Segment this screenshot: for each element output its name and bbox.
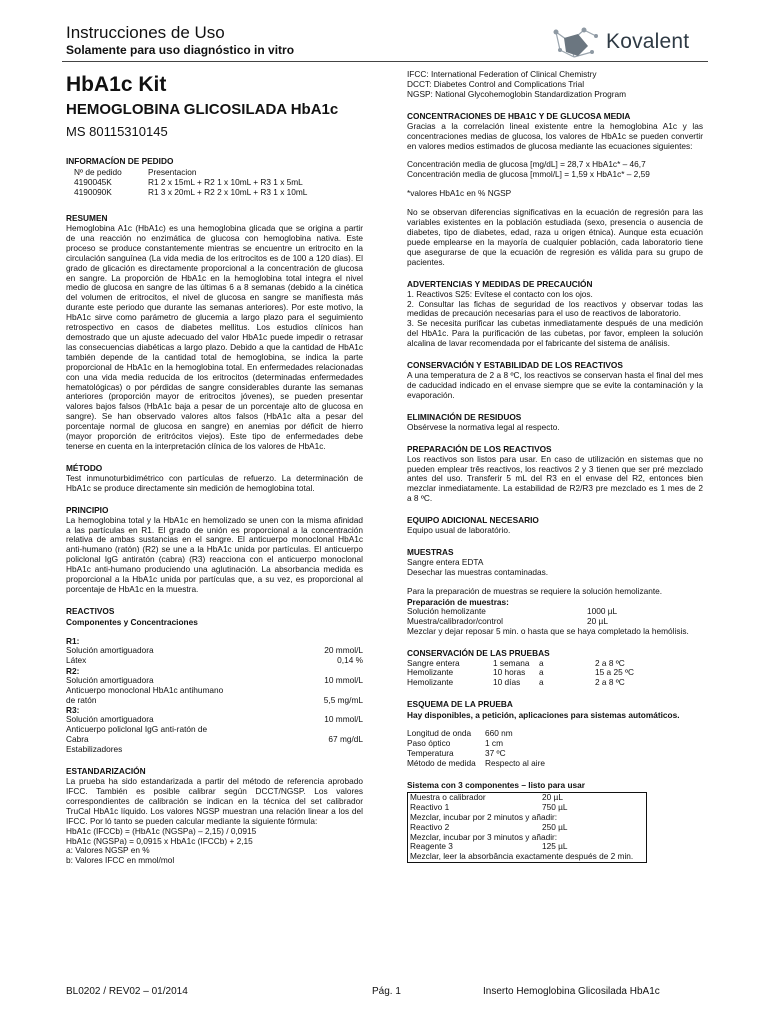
section-heading-conservacion: CONSERVACIÓN Y ESTABILIDAD DE LOS REACTIVOS xyxy=(407,360,623,371)
reactivos-subheading: Componentes y Concentraciones xyxy=(66,616,198,627)
procedure-step: Mezclar, leer la absorbância exactamente después de 2 min. xyxy=(410,851,634,862)
section-heading-metodo: MÉTODO xyxy=(66,462,103,473)
section-heading-principio: PRINCIPIO xyxy=(66,504,109,515)
warning-item: 1. Reactivos S25: Evítese el contacto con los ojos. xyxy=(407,288,593,299)
reagent-row-text: Anticuerpo policlonal IgG anti-ratón de xyxy=(66,724,208,735)
section-heading-equipo: EQUIPO ADICIONAL NECESARIO xyxy=(407,515,539,526)
section-heading-concentraciones: CONCENTRACIONES DE HBA1C Y DE GLUCOSA MEDIA xyxy=(407,110,631,121)
section-heading-eliminacion: ELIMINACIÓN DE RESIDUOS xyxy=(407,411,522,422)
esquema-row: Paso óptico 1 cm xyxy=(407,738,503,749)
order-presentation: R1 3 x 20mL + R2 2 x 10mL + R3 1 x 10mL xyxy=(148,187,308,197)
estandarizacion-text: La prueba ha sido estandarizada a partir del método de referencia aprobado IFCC. También es posible calibrar según DCCT/NGSP. Los valores correspondientes de calibración se indican en la técnica del set calibrador TruCal HbA1c líquido. Los valores NGSP muestran una relación linear a los del IFCC. Por ló tanto se pueden calcular mediante la siguiente fórmula: xyxy=(66,776,363,826)
section-heading-pedido: INFORMACÍON DE PEDIDO xyxy=(66,156,174,166)
reagent-row: Látex 0,14 % xyxy=(66,654,363,665)
muestras-line: Desechar las muestras contaminadas. xyxy=(407,567,549,577)
warning-item: 2. Consultar las fichas de seguridad de los reactivos y observar todas las medidas de precaución necesarias para el uso de reactivos de laboratorio. xyxy=(407,298,703,319)
right-column xyxy=(407,70,703,863)
principio-text: La hemoglobina total y la HbA1c en hemolizado se unen con la misma afinidad a las partículas en R1. El grado de unión es proporcional a la concentración relativa de ambas sustancias en el sangre. El anticuerpo monoclonal HbA1c anti-humano (ratón) (R2) se une a la HbA1c unida por partículas. El anticuerpo policlonal IgG antiratón (cabra) (R3) reacciona con el anticuerpo monoclonal HbA1c anti-humano produciendo una aglutinación. La absorbancia medida es proporcional a la HbA1c unida por partículas que, a su vez, es proporcional al porcentaje de HbA1c en la muestra. xyxy=(66,514,363,594)
order-number: 4190090K xyxy=(74,187,112,197)
reagent-r1-label: R1: xyxy=(66,635,80,646)
cons-row: Hemolizante 10 horas a 15 a 25 ºC xyxy=(407,667,635,678)
eliminacion-text: Obsérvese la normativa legal al respecto. xyxy=(407,421,560,432)
formula-note-a: a: Valores NGSP en % xyxy=(66,845,150,856)
section-heading-esquema: ESQUEMA DE LA PRUEBA xyxy=(407,699,513,710)
header-subtitle: Solamente para uso diagnóstico in vitro xyxy=(66,43,295,57)
procedure-row: Reactivo 2 250 µL xyxy=(410,821,568,832)
reagent-row: Solución amortiguadora 10 mmol/L xyxy=(66,714,363,725)
cons-row: Sangre entera 1 semana a 2 a 8 ºC xyxy=(407,657,625,668)
procedure-row: Muestra o calibrador 20 µL xyxy=(410,791,563,802)
order-presentation: R1 2 x 15mL + R2 1 x 10mL + R3 1 x 5mL xyxy=(148,177,303,187)
section-heading-resumen: RESUMEN xyxy=(66,213,108,223)
reagent-row-text: Anticuerpo monoclonal HbA1c antihumano xyxy=(66,684,224,695)
reagent-row: Cabra 67 mg/dL xyxy=(66,734,363,745)
procedure-step: Mezclar, incubar por 3 minutos y añadir: xyxy=(410,831,558,842)
header-title: Instrucciones de Uso xyxy=(66,23,225,42)
muestras-row: Solución hemolizante 1000 µL xyxy=(407,605,618,616)
reagent-r3-label: R3: xyxy=(66,705,80,716)
esquema-row: Método de medida Respecto al aire xyxy=(407,757,545,768)
preparacion-text: Los reactivos son listos para usar. En caso de utilización en sistemas que no pueden emplear três reactivos, los reactivos 2 y 3 tienen que ser pré mezclado antes del uso. Transferir 5 mL del R3 en el envase del R2, entonces bien mezclar inmediatamente. La estabilidad de R2/R3 pre mezclado es 1 mes de 2 a 8 ºC. xyxy=(407,453,703,504)
equipo-text: Equipo usual de laboratório. xyxy=(407,525,511,536)
order-col-header: Nº de pedido xyxy=(74,167,122,177)
conc-text: Gracias a la correlación lineal existente entre la hemoglobina A1c y las concentraciones medias de glucosa, los valores de HbA1c se pueden convertir en valores medios estimados de glucosa mediante las ecuaciones siguientes: xyxy=(407,120,703,151)
reagent-row: Solución amortiguadora 20 mmol/L xyxy=(66,644,363,655)
muestras-row: Muestra/calibrador/control 20 µL xyxy=(407,615,608,626)
abbr-ngsp: NGSP: National Glycohemoglobin Standardization Program xyxy=(407,88,627,99)
formula-ngsp: HbA1c (NGSPa) = 0,0915 x HbA1c (IFCCb) + 2,15 xyxy=(66,835,253,846)
section-heading-reactivos: REACTIVOS xyxy=(66,605,115,616)
formula-ifcc: HbA1c (IFCCb) = (HbA1c (NGSPa) – 2,15) / 0,0915 xyxy=(66,825,257,836)
muestras-line: Sangre entera EDTA xyxy=(407,557,484,568)
order-number: 4190045K xyxy=(74,177,112,187)
warning-item: 3. Se necesita purificar las cubetas inmediatamente después de una medición del HbA1c. Para la purificación de las cubetas, por favor, empleen la solución alcalina de lavar recomendada por el fabricante del sistema de análisis. xyxy=(407,318,703,349)
cons-row: Hemolizante 10 días a 2 a 8 ºC xyxy=(407,677,625,688)
metodo-text: Test inmunoturbidimétrico con partículas de refuerzo. La determinación de HbA1c se produce directamente sin medición de hemoglobina total. xyxy=(66,472,363,493)
footer-doc-code: BL0202 / REV02 – 01/2014 xyxy=(66,986,188,997)
equation-mmol: Concentración media de glucosa [mmol/L] = 1,59 x HbA1c* – 2,59 xyxy=(407,169,650,180)
section-heading-muestras: MUESTRAS xyxy=(407,547,454,558)
ms-number: MS 80115310145 xyxy=(66,124,168,139)
esquema-row: Temperatura 37 ºC xyxy=(407,748,506,759)
esquema-subheading: Hay disponibles, a petición, aplicaciones para sistemas automáticos. xyxy=(407,710,680,721)
order-col-header: Presentacion xyxy=(148,167,197,177)
procedure-box xyxy=(407,792,647,863)
muestras-line: Para la preparación de muestras se requiere la solución hemolizante. xyxy=(407,585,663,596)
left-column xyxy=(66,72,363,866)
procedure-row: Reactivo 1 750 µL xyxy=(410,801,568,812)
conservacion-text: A una temperatura de 2 a 8 ºC, los reactivos se conservan hasta el final del mes de caducidad indicado en el envase siempre que se evite la contaminación y la evaporación. xyxy=(407,370,703,400)
reagent-row-text: Estabilizadores xyxy=(66,744,123,755)
reagent-row: Solución amortiguadora 10 mmol/L xyxy=(66,674,363,685)
section-heading-estandarizacion: ESTANDARIZACIÓN xyxy=(66,766,146,777)
muestras-subheading: Preparación de muestras: xyxy=(407,596,509,607)
equation-mgdl: Concentración media de glucosa [mg/dL] = 28,7 x HbA1c* – 46,7 xyxy=(407,159,646,170)
kit-title: HbA1c Kit xyxy=(66,73,167,96)
footer-doc-title: Inserto Hemoglobina Glicosilada HbA1c xyxy=(483,986,660,997)
kit-subtitle: HEMOGLOBINA GLICOSILADA HbA1c xyxy=(66,101,339,118)
procedure-step: Mezclar, incubar por 2 minutos y añadir: xyxy=(410,811,558,822)
section-heading-advertencias: ADVERTENCIAS Y MEDIDAS DE PRECAUCIÓN xyxy=(407,278,593,289)
reagent-r2-label: R2: xyxy=(66,665,80,676)
esquema-row: Longitud de onda 660 nm xyxy=(407,728,513,739)
formula-note-b: b: Valores IFCC en mmol/mol xyxy=(66,855,175,866)
order-table xyxy=(74,167,363,197)
resumen-text: Hemoglobina A1c (HbA1c) es una hemoglobina glicada que se origina a partir de una reacción no enzimática de glucosa con hemoglobina nativa. Este proceso se produce constantemente mientras se encuentre un eritrocito en la circulación sanguínea (La vida media de los eritrocitos es de 100 a 120 días). El grado de glicación es directamente proporcional a la concentración de glucosa en sangre. La proporción de HbA1c en la hemoglobina total integra el nivel medio de glucosa en sangre de las últimas 6 a 8 semanas (debido a la cinética del volumen de eritrocitos, el nivel de glucosa en sangre se manifiesta más durante este periodo que durante las semanas anteriores). Por este motivo, la HbA1c sirve como parámetro de glucemia a largo plazo para el seguimiento retrospectivo en casos de diabetes mellitus. Los estudios clínicos han demostrado que un ajuste adecuado del valor HbA1c puede impedir o retrasar las consecuencias diabéticas a largo plazo. Debido a que la cantidad de HbA1c también depende de la cantidad total de hemoglobina, se indica la parte proporcional de HbA1c en la hemoglobina total. En enfermedades relacionadas con una vida media reducida de los eritrocitos (determinadas enfermedades hematológicas) o por pérdidas de sangre considerables durante las semanas anteriores (proporción mayor de eritrocitos jóvenes), se pueden presentar valores bajos falsos (HbA1c baja a pesar de un porcentaje alto de glucosa en sangre). Se han observado valores altos falsos (HbA1c alta a pesar del porcentaje normal de glucosa en sangre) en anemias por déficit de hierro (mayor proporción de eritrócitos viejos). Este tipo de enfermedades debe tenerse en cuenta en la interpretación clínica de los valores de HbA1c. xyxy=(66,223,363,451)
footer-page-number: Pág. 1 xyxy=(372,986,401,997)
reagent-row: de ratón 5,5 mg/mL xyxy=(66,694,363,705)
section-heading-cons-pruebas: CONSERVACIÓN DE LAS PRUEBAS xyxy=(407,647,550,658)
kovalent-logo xyxy=(548,22,708,62)
equation-note: *valores HbA1c en % NGSP xyxy=(407,188,512,199)
muestras-line: Mezclar y dejar reposar 5 min. o hasta que se haya completado la hemólisis. xyxy=(407,625,689,636)
section-heading-preparacion: PREPARACIÓN DE LOS REACTIVOS xyxy=(407,443,552,454)
procedure-row: Reagente 3 125 µL xyxy=(410,841,568,852)
kovalent-logo-icon xyxy=(548,22,604,62)
section-heading-sistema: Sistema con 3 componentes – listo para usar xyxy=(407,779,585,790)
abbr-ifcc: IFCC: International Federation of Clinical Chemistry xyxy=(407,69,597,79)
abbr-dcct: DCCT: Diabetes Control and Complications Trial xyxy=(407,78,585,89)
conc-text-2: No se observan diferencias significativas en la ecuación de regresión para las variables existentes en la población estudiada (sexo, presencia o ausencia de diabetes, tipo de diabetes, edad, raza u origen étnica). Aunque esta ecuación puede emplearse en la mayoría de cualquier población, cada laboratorio tiene que asegurarse de que la ecuación de regresión es válida para su grupo de pacientes. xyxy=(407,207,703,267)
logo-text: Kovalent xyxy=(606,30,690,53)
